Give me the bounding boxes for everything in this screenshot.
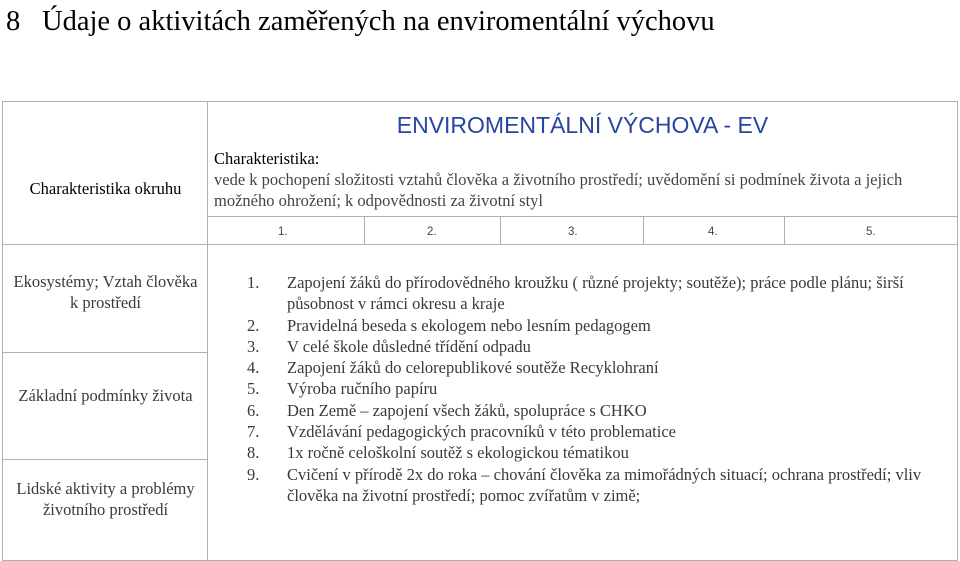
list-item: 3. V celé škole důsledné třídění odpadu [247,336,531,356]
table-divider-row1 [2,244,958,245]
list-item: 4. Zapojení žáků do celorepublikové soutěže Recyklohraní [247,358,659,378]
table-divider-left-1 [2,352,207,353]
topic-life-conditions: Základní podmínky života [18,386,193,405]
grade-cell-divider-1 [364,216,365,244]
activity-list [247,272,947,506]
table-border-right [957,101,958,561]
grade-number-5: 5. [866,226,876,238]
table-border-left [2,101,3,561]
grade-row-top [207,216,957,217]
topic-human-activities: Lidské aktivity a problémy životního prostředí [16,479,195,519]
table-border-top [2,101,958,102]
list-item: 8. 1x ročně celoškolní soutěž s ekologickou tématikou [247,443,629,463]
heading-number: 8 [6,6,21,37]
heading-text: Údaje o aktivitách zaměřených na enviromentální výchovu [42,6,715,37]
grade-number-1: 1. [278,226,288,238]
table-title: ENVIROMENTÁLNÍ VÝCHOVA - EV [396,112,769,138]
grade-number-4: 4. [708,226,718,238]
table-divider-left-2 [2,459,207,460]
list-item: 7. Vzdělávání pedagogických pracovníků v této problematice [247,422,676,442]
characteristics-text: vede k pochopení složitosti vztahů člověka a životního prostředí; uvědomění si podmínek života a jejich možného ohrožení; k odpovědnosti za životní styl [214,170,903,210]
grade-cell-divider-2 [500,216,501,244]
list-item: 2. Pravidelná beseda s ekologem nebo lesním pedagogem [247,315,651,335]
list-item: 9. Cvičení v přírodě 2x do roka – chování člověka za mimořádných situací; ochrana prostředí; vliv člověka na životní prostředí; pomoc zvířatům v zimě; [247,464,922,505]
grade-number-2: 2. [427,226,437,238]
grade-number-3: 3. [568,226,578,238]
list-item: 6. Den Země – zapojení všech žáků, spolupráce s CHKO [247,400,647,420]
list-item: 1. Zapojení žáků do přírodovědného kroužku ( různé projekty; soutěže); práce podle plánu; širší působnost v rámci okresu a kraje [247,273,904,314]
topic-ecosystems: Ekosystémy; Vztah člověka k prostředí [13,272,198,312]
grade-cell-divider-4 [784,216,785,244]
grade-cell-divider-3 [643,216,644,244]
list-item: 5. Výroba ručního papíru [247,379,438,399]
char-label: Charakteristika okruhu [29,179,182,198]
table-column-divider [207,101,208,561]
characteristics-heading: Charakteristika: [214,149,320,168]
